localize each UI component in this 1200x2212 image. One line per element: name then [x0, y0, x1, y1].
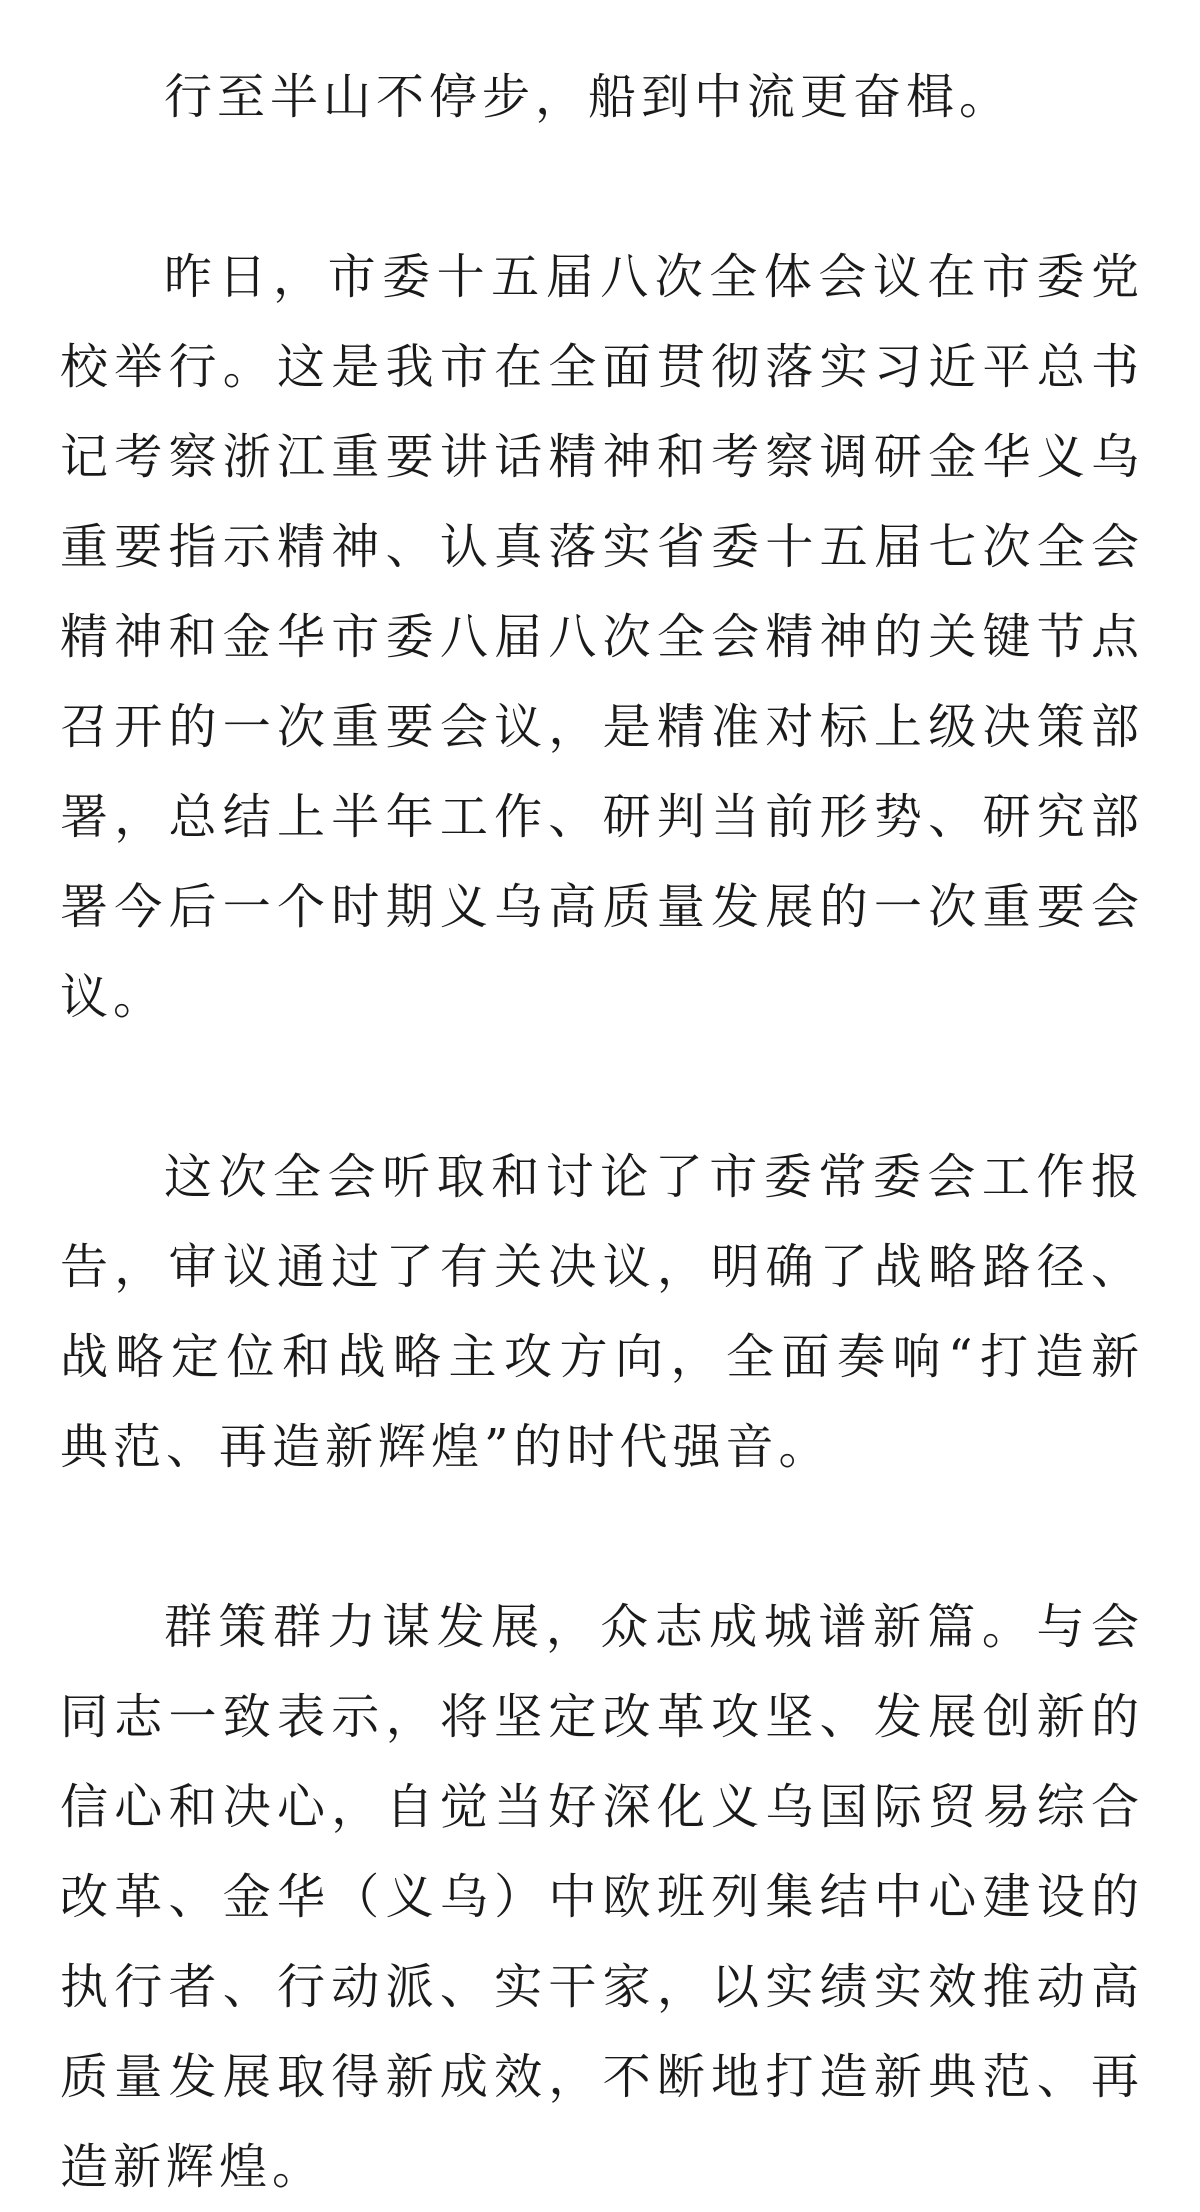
paragraph-meeting-intro: 昨日，市委十五届八次全体会议在市委党校举行。这是我市在全面贯彻落实习近平总书记考察浙江重要讲话精神和考察调研金华义乌重要指示精神、认真落实省委十五届七次全会精神和金华市委八届八次全会精神的关键节点召开的一次重要会议，是精准对标上级决策部署，总结上半年工作、研判当前形势、研究部署今后一个时期义乌高质量发展的一次重要会议。: [60, 249, 1144, 1025]
paragraph-opening: 行至半山不停步，船到中流更奋楫。: [164, 69, 1013, 125]
paragraph-meeting-outcome: 这次全会听取和讨论了市委常委会工作报告，审议通过了有关决议，明确了战略路径、战略定位和战略主攻方向，全面奏响“打造新典范、再造新辉煌”的时代强音。: [60, 1149, 1144, 1475]
article-body: [60, 52, 1144, 2212]
paragraph-attendee-pledge: 群策群力谋发展，众志成城谱新篇。与会同志一致表示，将坚定改革攻坚、发展创新的信心和决心，自觉当好深化义乌国际贸易综合改革、金华（义乌）中欧班列集结中心建设的执行者、行动派、实干家，以实绩实效推动高质量发展取得新成效，不断地打造新典范、再造新辉煌。: [60, 1599, 1144, 2195]
